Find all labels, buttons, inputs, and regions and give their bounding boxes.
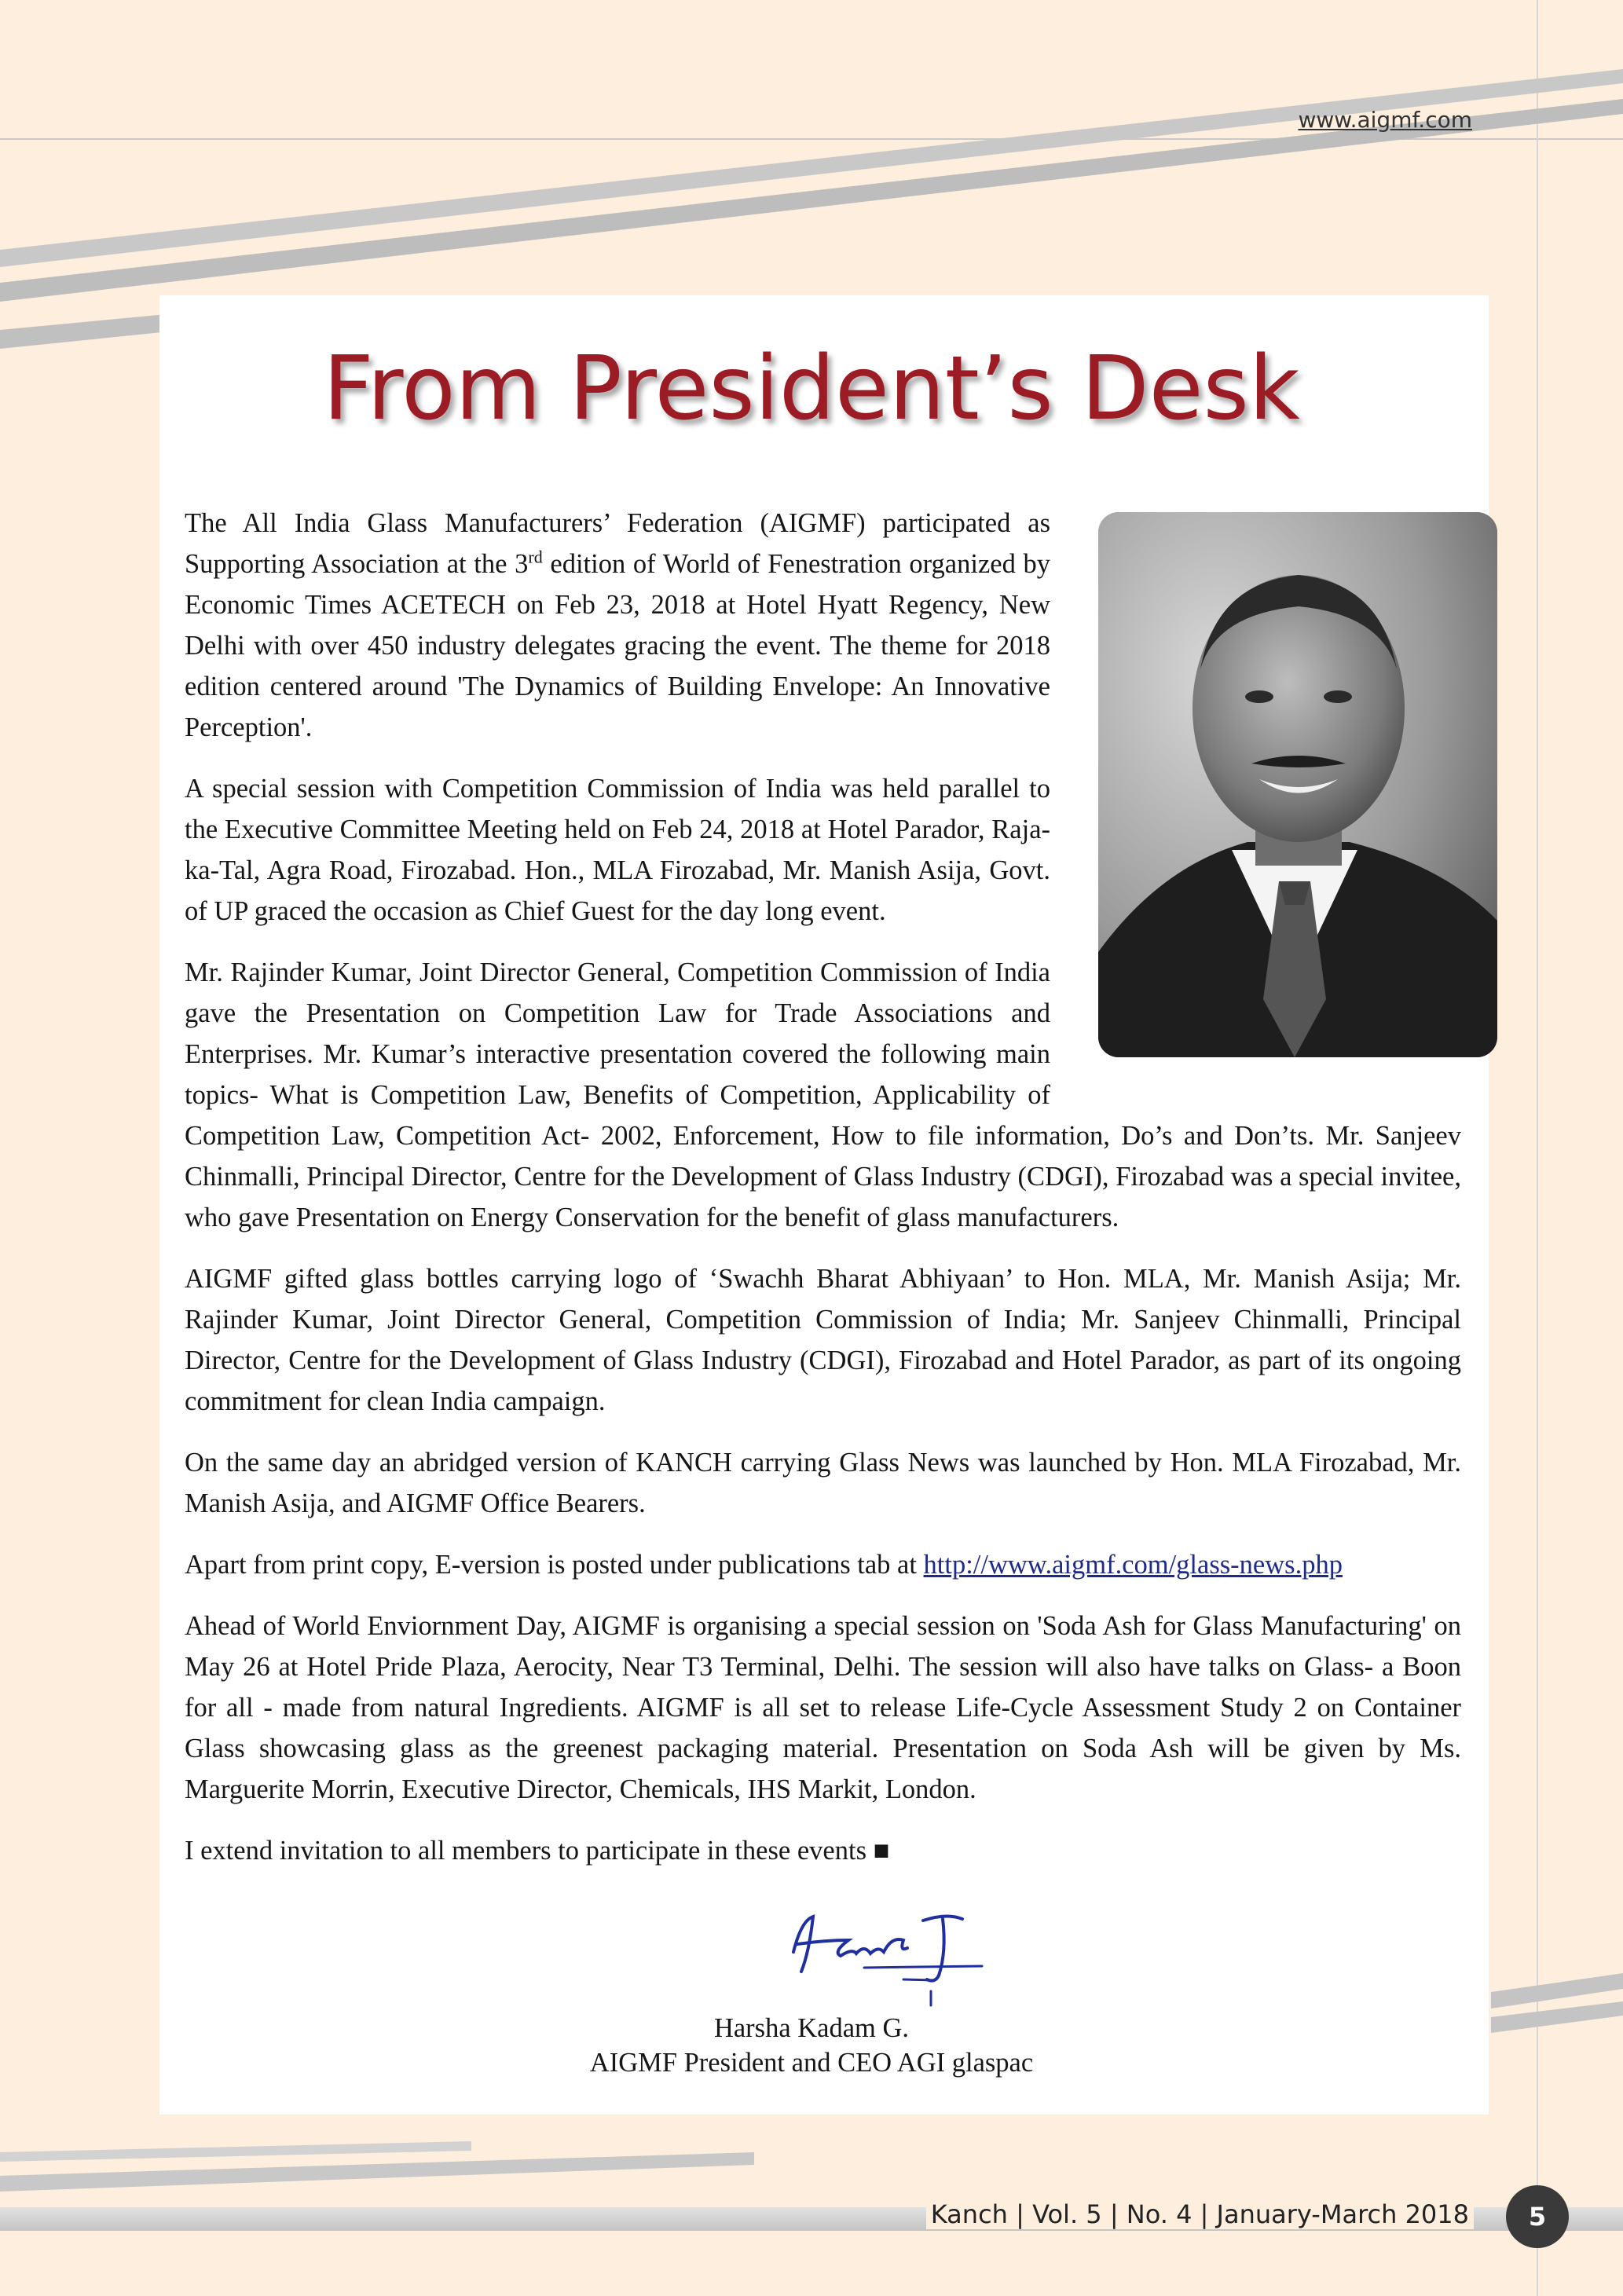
paragraph-2: A special session with Competition Commission of India was held parallel to the Executive Committee Meeting held on Feb 24, 2018 at Hotel Parador, Raja-ka-Tal, Agra Road, Firozabad. Hon., MLA Firozabad, Mr. Manish Asija, Govt. of UP graced the occasion as Chief Guest for the day long event. <box>185 774 1050 926</box>
article-body <box>185 503 1461 1891</box>
page-number: 5 <box>1506 2185 1569 2248</box>
glass-news-link[interactable]: http://www.aigmf.com/glass-news.php <box>923 1550 1343 1580</box>
paragraph-6 <box>185 1544 1461 1585</box>
issue-info: Kanch | Vol. 5 | No. 4 | January-March 2018 <box>926 2199 1474 2229</box>
paragraph-1-text-a: The All India Glass Manufacturers’ Federation (AIGMF) participated as Supporting Association at the 3 <box>185 508 1050 579</box>
paragraph-4: AIGMF gifted glass bottles carrying logo of ‘Swachh Bharat Abhiyaan’ to Hon. MLA, Mr. Manish Asija; Mr. Rajinder Kumar, Joint Director General, Competition Commission of India; Mr. Sanjeev Chinmalli, Principal Director, Centre for the Development of Glass Industry (CDGI), Firozabad and Hotel Parador, as part of its ongoing commitment for clean India campaign. <box>185 1264 1461 1416</box>
website-link[interactable]: www.aigmf.com <box>1298 107 1472 133</box>
ordinal-superscript: rd <box>528 547 543 567</box>
signatory-block <box>0 2011 1623 2080</box>
signatory-role: AIGMF President and CEO AGI glaspac <box>589 2048 1034 2078</box>
paragraph-8: I extend invitation to all members to participate in these events ■ <box>185 1836 890 1866</box>
paragraph-6-text: Apart from print copy, E-version is posted under publications tab at <box>185 1550 924 1580</box>
paragraph-5: On the same day an abridged version of KANCH carrying Glass News was launched by Hon. MLA Firozabad, Mr. Manish Asija, and AIGMF Office Bearers. <box>185 1448 1461 1518</box>
paragraph-1-text-b: edition of World of Fenestration organized by Economic Times ACETECH on Feb 23, 2018 at Hotel Hyatt Regency, New Delhi with over 450 industry delegates gracing the event. The theme for 2018 edition centered around 'The Dynamics of Building Envelope: An Innovative Perception'. <box>185 549 1051 742</box>
photo-wrap-spacer <box>1050 503 1461 1081</box>
paragraph-7: Ahead of World Enviornment Day, AIGMF is organising a special session on 'Soda Ash for Glass Manufacturing' on May 26 at Hotel Pride Plaza, Aerocity, Near T3 Terminal, Delhi. The session will also have talks on Glass- a Boon for all - made from natural Ingredients. AIGMF is all set to release Life-Cycle Assessment Study 2 on Container Glass showcasing glass as the greenest packaging material. Presentation on Soda Ash will be given by Ms. Marguerite Morrin, Executive Director, Chemicals, IHS Markit, London. <box>185 1611 1461 1804</box>
page-title: From President’s Desk <box>323 338 1300 440</box>
paragraph-3: Mr. Rajinder Kumar, Joint Director General, Competition Commission of India gave the Presentation on Competition Law for Trade Associations and Enterprises. Mr. Kumar’s interactive presentation covered the following main topics- What is Competition Law, Benefits of Competition, Applicability of Competition Law, Competition Act- 2002, Enforcement, How to file information, Do’s and Don’ts. Mr. Sanjeev Chinmalli, Principal Director, Centre for the Development of Glass Industry (CDGI), Firozabad was a special invitee, who gave Presentation on Energy Conservation for the benefit of glass manufacturers. <box>185 958 1461 1232</box>
signatory-name: Harsha Kadam G. <box>713 2013 910 2043</box>
handwritten-signature <box>778 1905 998 2007</box>
